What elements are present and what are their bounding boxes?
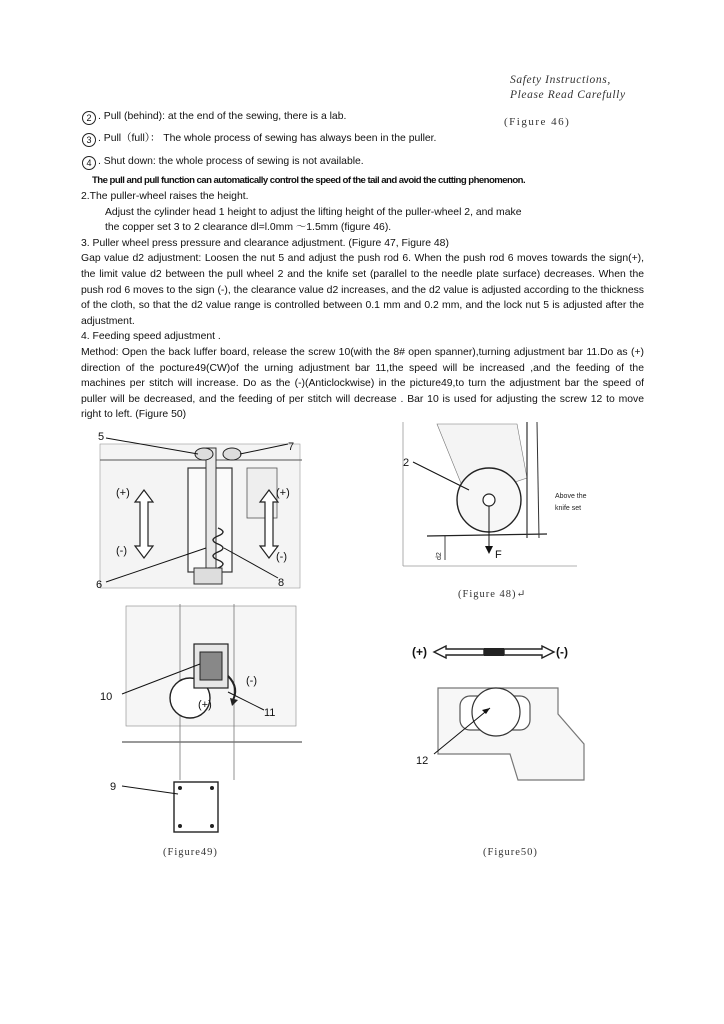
- item-shut-down: [82, 155, 364, 170]
- fig49-minus: (-): [246, 675, 257, 687]
- fig47-label-5: 5: [98, 431, 105, 443]
- figure49-caption: (Figure49): [163, 847, 218, 858]
- header-safety-line2: Please Read Carefully: [510, 89, 626, 101]
- header-safety-line1: Safety Instructions,: [510, 74, 611, 86]
- fig49-label-11: 11: [264, 707, 276, 719]
- figure46-caption: (Figure 46): [504, 116, 571, 128]
- fig48-above-line2: knife set: [555, 505, 582, 512]
- fig47-minus-left: (-): [116, 545, 127, 557]
- figure49-diagram: [96, 600, 308, 840]
- section2-line2: the copper set 3 to 2 clearance dl=l.0mm ～1.5mm (figure 46).: [105, 222, 392, 234]
- fig48-above-line1: Above the: [555, 493, 587, 500]
- section4-text: Method: Open the back luffer board, release the screw 10(with the 8# open spanner),turning adjustment bar 11.Do as (+) direction of the pocture49(CW)of the urning adjustment bar 11,the speed will be increased ,and the feeding of the machines per stitch will increase. Do as the (-)(Anticlockwise) in the picture49,to turn the adjustment bar the speed of puller will be decreased, and the feeding of per stitch will decrease . Bar 10 is used for adjusting the screw 12 to move right to left. (Figure 50): [81, 346, 644, 421]
- body-text: [81, 189, 644, 423]
- fig50-plus: (+): [412, 645, 427, 659]
- fig50-minus: (-): [556, 645, 568, 659]
- item-pull-behind: [82, 110, 346, 125]
- section3-title: 3. Puller wheel press pressure and clearance adjustment. (Figure 47, Figure 48): [81, 237, 449, 249]
- section2-line1: Adjust the cylinder head 1 height to adjust the lifting height of the puller-wheel 2, and make: [105, 206, 522, 218]
- circled-number: 4: [82, 156, 96, 170]
- item-text: . Shut down: the whole process of sewing is not available.: [98, 156, 364, 167]
- item-text: . Pull (behind): at the end of the sewing, there is a lab.: [98, 111, 347, 122]
- figure50-caption: (Figure50): [483, 847, 538, 858]
- fig49-plus: (+): [198, 699, 212, 711]
- section3-text: Gap value d2 adjustment: Loosen the nut 5 and adjust the push rod 6. When the push rod 6 moves towards the sign(+), the limit value d2 between the pull wheel 2 and the knife set (parallel to the needle plate surface) decreases. When the push rod 6 moves to the sign (-), the clearance value d2 increases, and the d2 value is adjusted according to the thickness of the cloth, so that the d2 value range is controlled between 0.1 mm and 0.2 mm, and the lock nut 5 is adjusted after the adjustment.: [81, 253, 644, 327]
- fig47-label-6: 6: [96, 579, 103, 591]
- figure48-caption: (Figure 48)↵: [458, 589, 527, 600]
- fig48-label-2: 2: [403, 457, 410, 469]
- fig47-label-8: 8: [278, 577, 285, 589]
- fig48-force-label: F: [495, 549, 502, 561]
- fig49-label-9: 9: [110, 781, 117, 793]
- item-pull-full: [82, 132, 436, 147]
- fig47-plus-right: (+): [276, 487, 290, 499]
- fig47-minus-right: (-): [276, 551, 287, 563]
- circled-number: 3: [82, 133, 96, 147]
- bold-note: The pull and pull function can automatically control the speed of the tail and avoid the cutting phenomenon.: [92, 175, 526, 186]
- fig50-label-12: 12: [416, 755, 429, 767]
- figure50-diagram: [398, 604, 584, 840]
- fig49-label-10: 10: [100, 691, 113, 703]
- figure48-diagram: [397, 418, 587, 574]
- fig47-plus-left: (+): [116, 487, 130, 499]
- circled-number: 2: [82, 111, 96, 125]
- fig48-d2-label: d2: [436, 552, 443, 560]
- fig47-label-7: 7: [288, 441, 295, 453]
- item-text: . Pull（full）： The whole process of sewing has always been in the puller.: [98, 133, 437, 144]
- section4-title: 4. Feeding speed adjustment .: [81, 331, 221, 343]
- figure47-diagram: [92, 428, 314, 596]
- section2-title: 2.The puller-wheel raises the height.: [81, 191, 249, 202]
